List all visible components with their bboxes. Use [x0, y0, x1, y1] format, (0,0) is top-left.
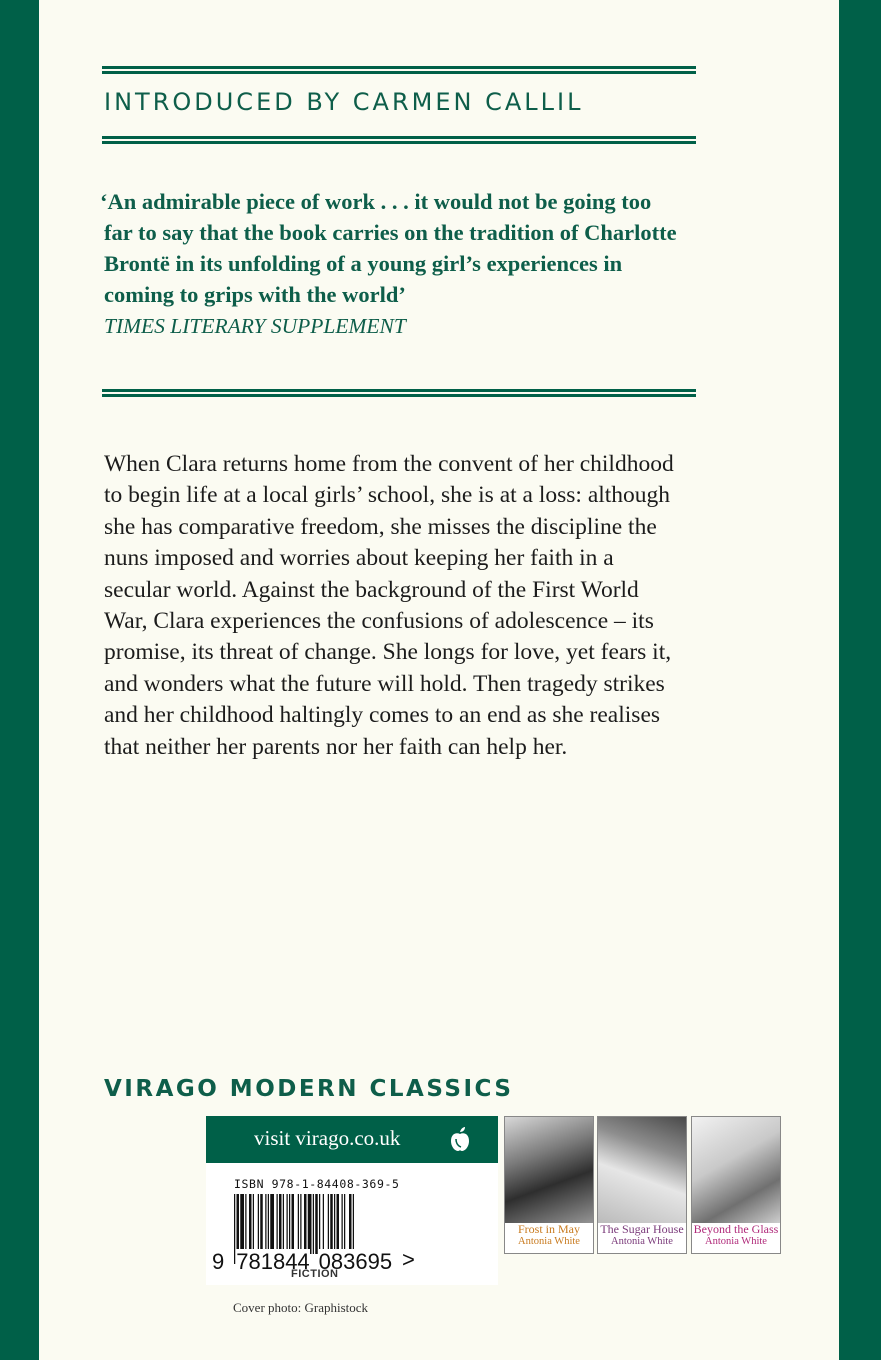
synopsis-line: and wonders what the future will hold. Then tragedy strikes — [104, 670, 665, 697]
synopsis-line: she has comparative freedom, she misses the discipline the — [104, 513, 657, 540]
related-book-cover[interactable] — [504, 1116, 594, 1254]
related-book-author: Antonia White — [518, 1236, 580, 1247]
category-label: FICTION — [291, 1268, 339, 1280]
review-line: far to say that the book carries on the tradition of Charlotte — [104, 220, 677, 245]
top-double-rule — [102, 66, 696, 74]
quote-double-rule — [102, 389, 696, 397]
barcode-left-group: 781844 — [236, 1249, 310, 1274]
cover-caption — [598, 1223, 686, 1253]
review-line: Brontë in its unfolding of a young girl’s experiences in — [104, 251, 623, 276]
synopsis-line: When Clara returns home from the convent of her childhood — [104, 451, 674, 477]
related-book-title: Frost in May — [517, 1222, 580, 1236]
synopsis-line: to begin life at a local girls’ school, she is at a loss: although — [104, 482, 671, 509]
left-green-band — [0, 0, 39, 1360]
synopsis-line: promise, its threat of change. She longs for love, yet fears it, — [104, 639, 672, 666]
barcode-quiet-zone-arrow: > — [402, 1247, 415, 1272]
related-book-cover[interactable] — [597, 1116, 687, 1254]
review-source: TIMES LITERARY SUPPLEMENT — [104, 314, 406, 338]
related-book-author: Antonia White — [705, 1236, 767, 1247]
review-line: coming to grips with the world’ — [104, 282, 406, 307]
related-book-author: Antonia White — [611, 1236, 673, 1247]
cover-photo — [692, 1117, 780, 1227]
synopsis-line: that neither her parents nor her faith can help her. — [104, 733, 568, 760]
cover-caption — [505, 1223, 593, 1253]
synopsis-line: War, Clara experiences the confusions of adolescence – its — [104, 608, 654, 635]
website-link[interactable]: visit virago.co.uk — [254, 1126, 401, 1150]
barcode-lead-digit: 9 — [212, 1249, 225, 1274]
synopsis-line: secular world. Against the background of the First World — [104, 576, 639, 603]
right-green-band — [839, 0, 881, 1360]
review-quote — [100, 186, 740, 310]
series-name: VIRAGO MODERN CLASSICS — [104, 1076, 514, 1102]
isbn-number: ISBN 978-1-84408-369-5 — [234, 1177, 400, 1191]
introduction-credit: INTRODUCED BY CARMEN CALLIL — [104, 88, 584, 116]
intro-double-rule — [102, 136, 696, 144]
synopsis — [104, 449, 704, 763]
barcode-panel — [206, 1163, 498, 1285]
apple-icon — [449, 1126, 471, 1152]
synopsis-line: nuns imposed and worries about keeping her faith in a — [104, 545, 614, 572]
related-book-cover[interactable] — [691, 1116, 781, 1254]
synopsis-line: and her childhood haltingly comes to an end as she realises — [104, 702, 661, 729]
cover-photo — [505, 1117, 593, 1227]
photo-credit: Cover photo: Graphistock — [233, 1300, 369, 1315]
cover-caption — [692, 1223, 780, 1253]
website-banner — [206, 1116, 498, 1163]
review-line: ‘An admirable piece of work . . . it would not be going too — [100, 189, 652, 214]
related-book-title: The Sugar House — [600, 1222, 684, 1236]
barcode-right-group: 083695 — [318, 1249, 393, 1274]
cover-photo — [598, 1117, 686, 1227]
related-book-title: Beyond the Glass — [693, 1222, 779, 1236]
